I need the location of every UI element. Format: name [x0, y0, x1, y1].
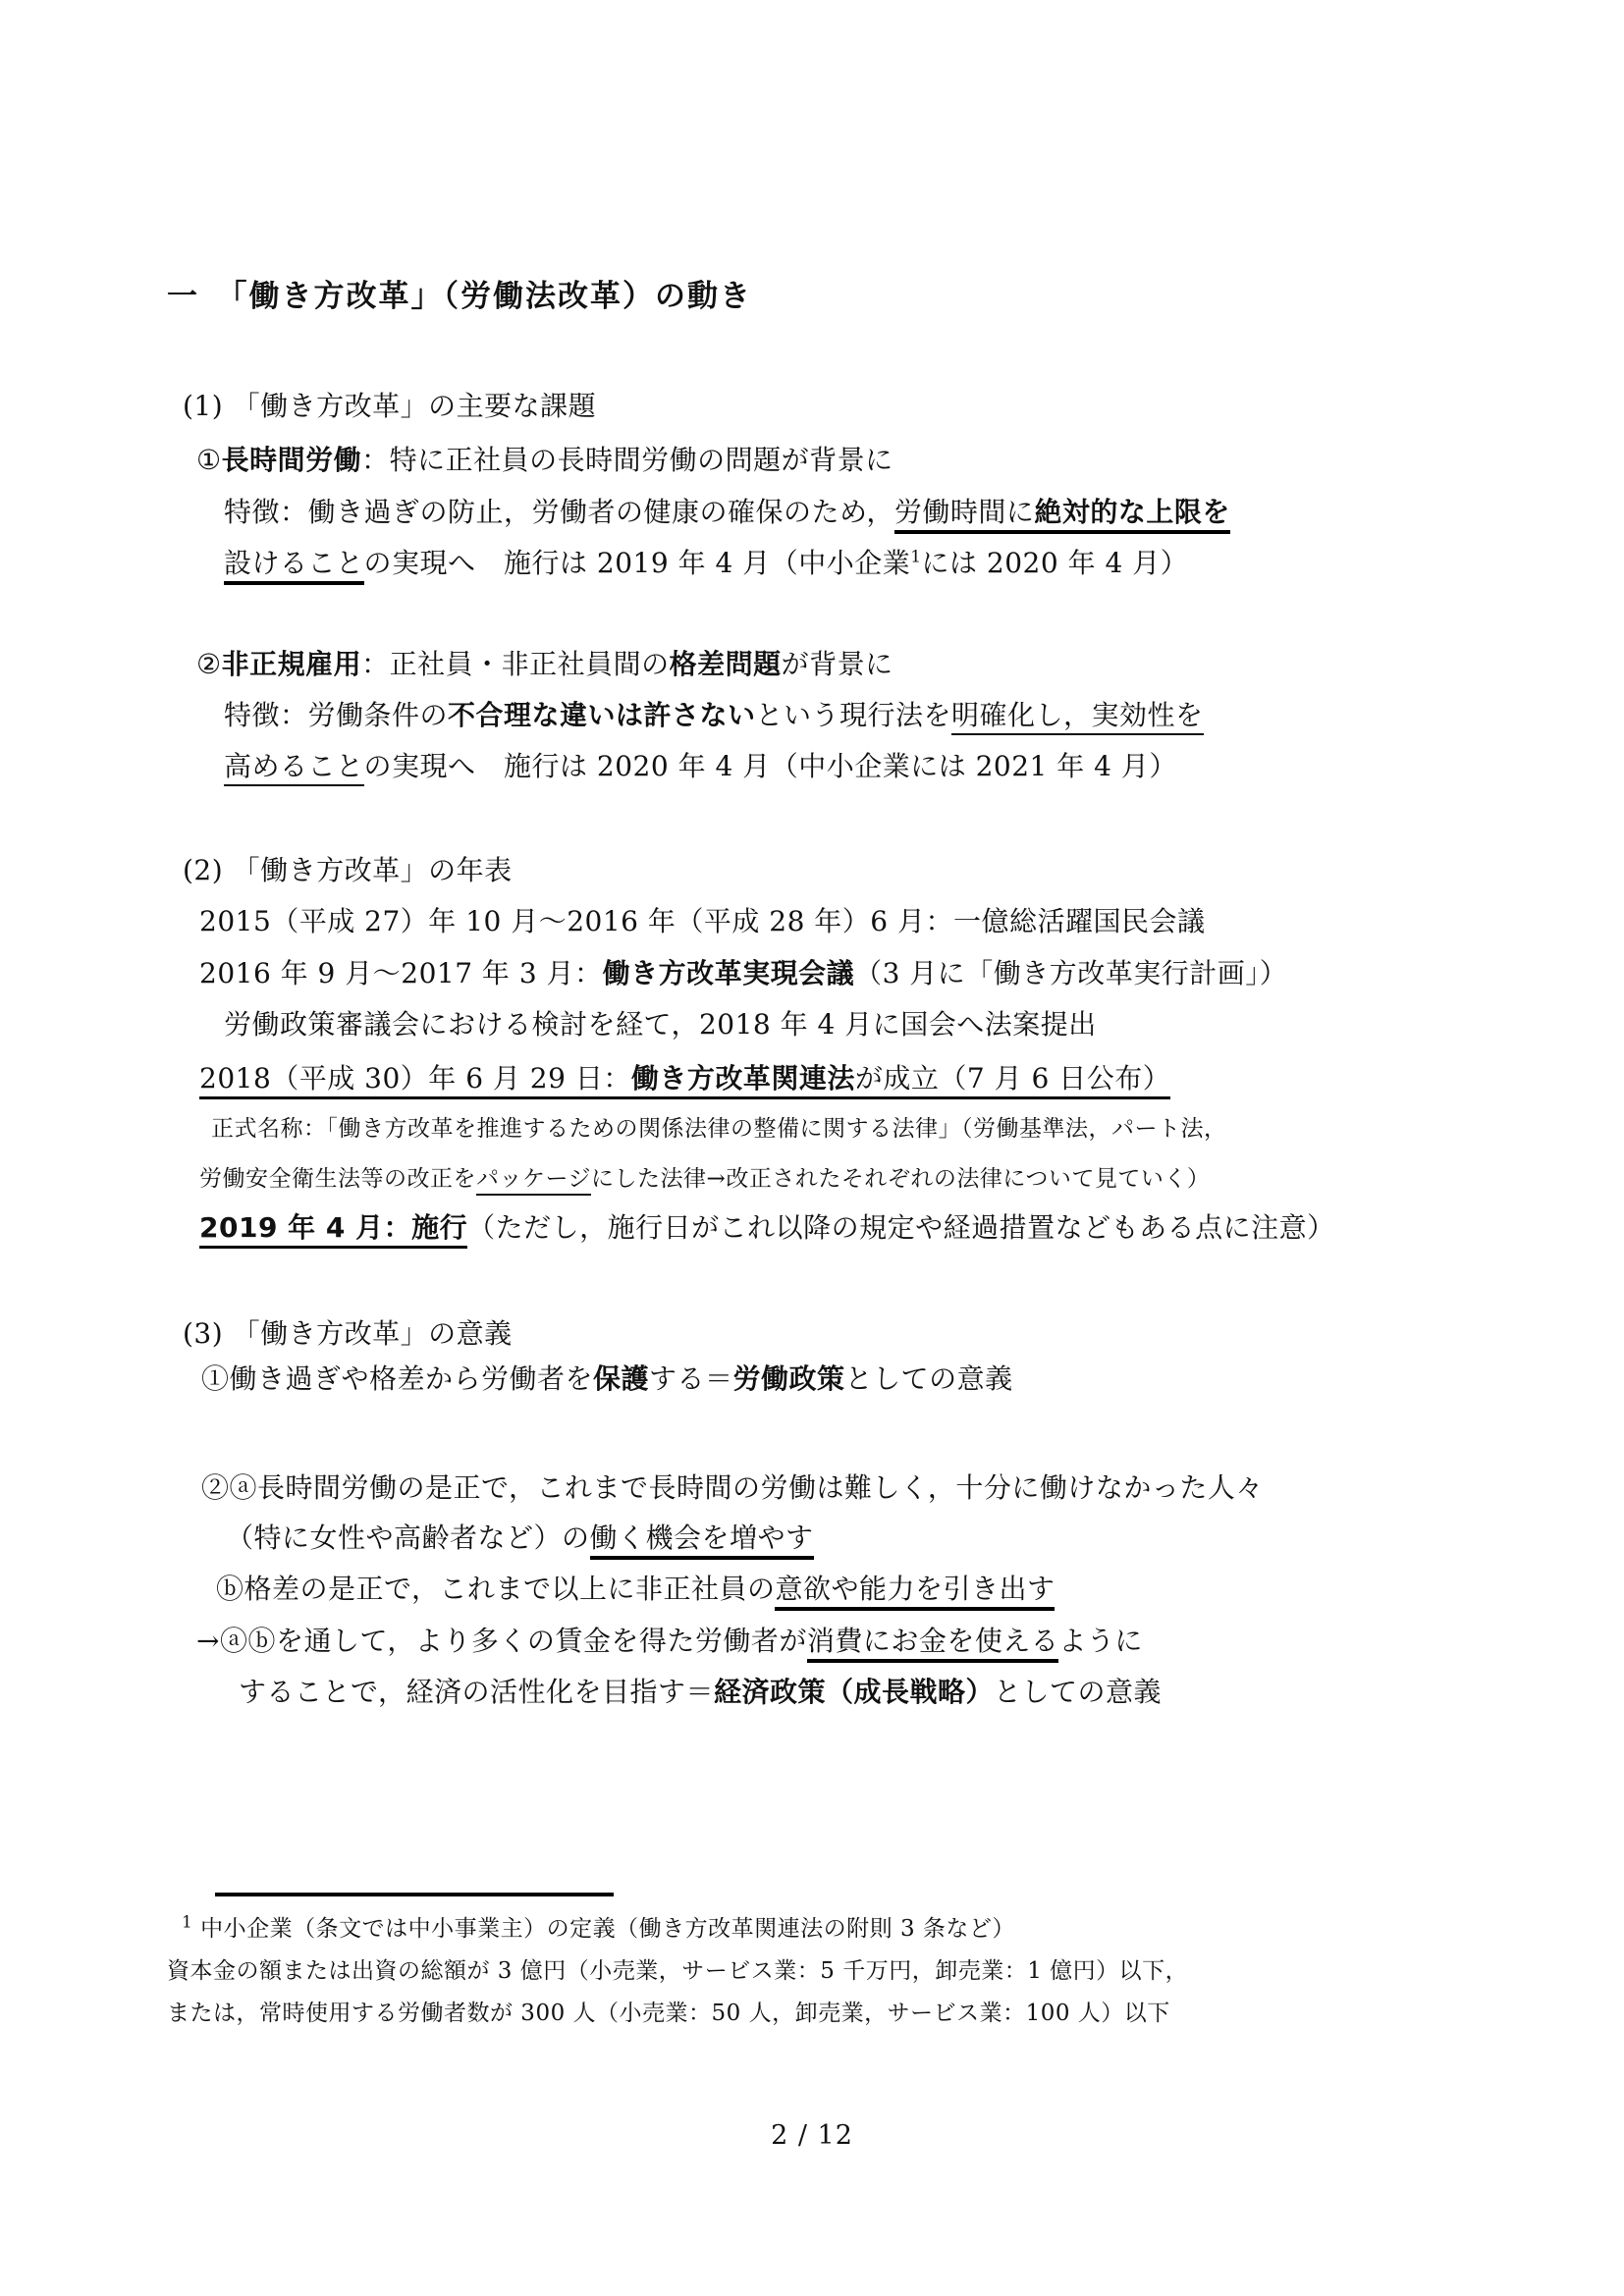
section1-item2: [196, 646, 893, 683]
section2-heading: [183, 852, 513, 889]
point2-result2-bold: 経済政策（成長戦略）: [713, 1676, 994, 1708]
section1-item1-feature: [224, 494, 1230, 531]
section3-heading: [183, 1315, 513, 1353]
item2-feature-text: という現行法を: [755, 699, 952, 731]
point2a-text: ②ⓐ長時間労働の是正で，これまで長時間の労働は難しく，十分に働けなかった人々: [201, 1471, 1264, 1504]
page-title: [167, 278, 752, 315]
official-name-line2: [199, 1160, 1210, 1198]
item2-number: ②: [196, 648, 222, 680]
item2-feature-bold: 不合理な違いは許さない: [448, 699, 756, 731]
item1-desc: ：特に正社員の長時間労働の問題が背景に: [361, 444, 893, 476]
footnote-line1: [182, 1914, 1015, 1944]
footnote-reference-1: 1: [910, 547, 922, 567]
timeline-event2-cont: [224, 1006, 1097, 1043]
point2-result2-text: することで，経済の活性化を目指す＝: [239, 1676, 714, 1708]
point2a-cont-text: （特に女性や高齢者など）の: [226, 1522, 590, 1554]
section1-item2-feature: [224, 697, 1204, 734]
section3-point1: [201, 1361, 1013, 1398]
section3-heading-text: (3) 「働き方改革」の意義: [183, 1317, 513, 1350]
title-text: 一 「働き方改革」（労働法改革）の動き: [167, 279, 752, 314]
footnote-line2: [167, 1956, 1188, 1986]
event2-bold: 働き方改革実現会議: [602, 957, 855, 989]
item2-feature-lead: 特徴：労働条件の: [224, 699, 449, 731]
point1-bold2: 労働政策: [732, 1362, 845, 1395]
timeline-event3: [199, 1060, 1170, 1097]
section1-heading: [183, 388, 596, 425]
item2-desc: ：正社員・非正社員間の: [361, 648, 670, 680]
section3-point2a-cont: [226, 1520, 814, 1557]
point1-text2: する＝: [649, 1362, 733, 1395]
section3-point2b: [216, 1571, 1055, 1608]
event4-text: （ただし，施行日がこれ以降の規定や経過措置などもある点に注意）: [467, 1211, 1335, 1244]
item2-cont-text: の実現へ 施行は 2020 年 4 月（中小企業には 2021 年 4 月）: [363, 750, 1177, 782]
footnote-separator: [215, 1893, 614, 1896]
section3-point2-result2: [239, 1674, 1162, 1711]
official-name-line1: [211, 1110, 1227, 1148]
item1-number: ①: [196, 444, 222, 476]
item1-cont-underline: 設けること: [224, 547, 364, 585]
event2-cont-text: 労働政策審議会における検討を経て，2018 年 4 月に国会へ法案提出: [224, 1008, 1097, 1041]
section2-heading-text: (2) 「働き方改革」の年表: [183, 854, 513, 886]
point2-result-text: →ⓐⓑを通して，より多くの賃金を得た労働者が: [196, 1625, 807, 1657]
item2-bold: 格差問題: [669, 648, 782, 680]
point2-result-text2: ように: [1058, 1625, 1143, 1657]
event4-underline-bold: 2019 年 4 月：施行: [199, 1211, 467, 1249]
section1-item1-cont: [224, 545, 1188, 582]
official-name1-text: 正式名称：「働き方改革を推進するための関係法律の整備に関する法律」（労働基準法，パート法，: [211, 1116, 1227, 1142]
footnote-line1-text: 中小企業（条文では中小事業主）の定義（働き方改革関連法の附則 3 条など）: [192, 1916, 1015, 1942]
timeline-event2: [199, 955, 1287, 992]
item2-desc2: が背景に: [781, 648, 893, 680]
item2-feature-underline: 明確化し，実効性を: [951, 699, 1204, 735]
event1-text: 2015（平成 27）年 10 月～2016 年（平成 28 年）6 月：一億総活躍国民会議: [199, 905, 1206, 937]
footnote-line2-text: 資本金の額または出資の総額が 3 億円（小売業，サービス業：5 千万円，卸売業：1 億円）以下，: [167, 1958, 1189, 1984]
point2-result2-text2: としての意義: [993, 1676, 1162, 1708]
official-name2-underline: パッケージ: [476, 1166, 591, 1196]
point1-text3: としての意義: [844, 1362, 1013, 1395]
item1-term: 長時間労働: [221, 444, 362, 476]
section1-item2-cont: [224, 748, 1177, 785]
item1-cont-text2: には 2020 年 4 月）: [921, 547, 1189, 579]
item1-cont-text: の実現へ 施行は 2019 年 4 月（中小企業: [363, 547, 911, 579]
section1-item1: [196, 442, 893, 479]
event3-underline: 2018（平成 30）年 6 月 29 日：: [199, 1062, 631, 1099]
point2a-cont-underline: 働く機会を増やす: [590, 1522, 814, 1560]
footnote-line3-text: または，常時使用する労働者数が 300 人（小売業：50 人，卸売業，サービス業：100 人）以下: [167, 2001, 1170, 2026]
page-number: [0, 2120, 1624, 2151]
event2-text: 2016 年 9 月～2017 年 3 月：: [199, 957, 603, 989]
point2b-underline: 意欲や能力を引き出す: [775, 1573, 1055, 1611]
item2-term: 非正規雇用: [221, 648, 362, 680]
timeline-event1: [199, 903, 1206, 940]
official-name2-text2: にした法律→改正されたそれぞれの法律について見ていく）: [591, 1166, 1211, 1192]
event3-underline2: が成立（7 月 6 日公布）: [855, 1062, 1170, 1099]
item1-feature-underline-bold: 絶対的な上限を: [1034, 496, 1230, 534]
section3-point2a: [201, 1469, 1264, 1507]
item1-feature-underline: 労働時間に: [894, 496, 1035, 534]
point1-bold: 保護: [593, 1362, 650, 1395]
official-name2-text: 労働安全衛生法等の改正を: [199, 1166, 476, 1192]
point1-text: ①働き過ぎや格差から労働者を: [201, 1362, 594, 1395]
footnote-marker: 1: [182, 1912, 193, 1933]
page-number-text: 2 / 12: [771, 2120, 853, 2151]
item2-cont-underline: 高めること: [224, 750, 364, 786]
timeline-event4: [199, 1209, 1335, 1247]
point2-result-underline: 消費にお金を使える: [807, 1625, 1059, 1663]
footnote-line3: [167, 1999, 1170, 2028]
point2b-text: ⓑ格差の是正で，これまで以上に非正社員の: [216, 1573, 776, 1605]
item1-feature-lead: 特徴：働き過ぎの防止，労働者の健康の確保のため，: [224, 496, 894, 528]
section3-point2-result: [196, 1623, 1143, 1660]
event2-text2: （3 月に「働き方改革実行計画」）: [854, 957, 1288, 989]
event3-underline-bold: 働き方改革関連法: [631, 1062, 855, 1099]
section1-heading-text: (1) 「働き方改革」の主要な課題: [183, 390, 597, 422]
